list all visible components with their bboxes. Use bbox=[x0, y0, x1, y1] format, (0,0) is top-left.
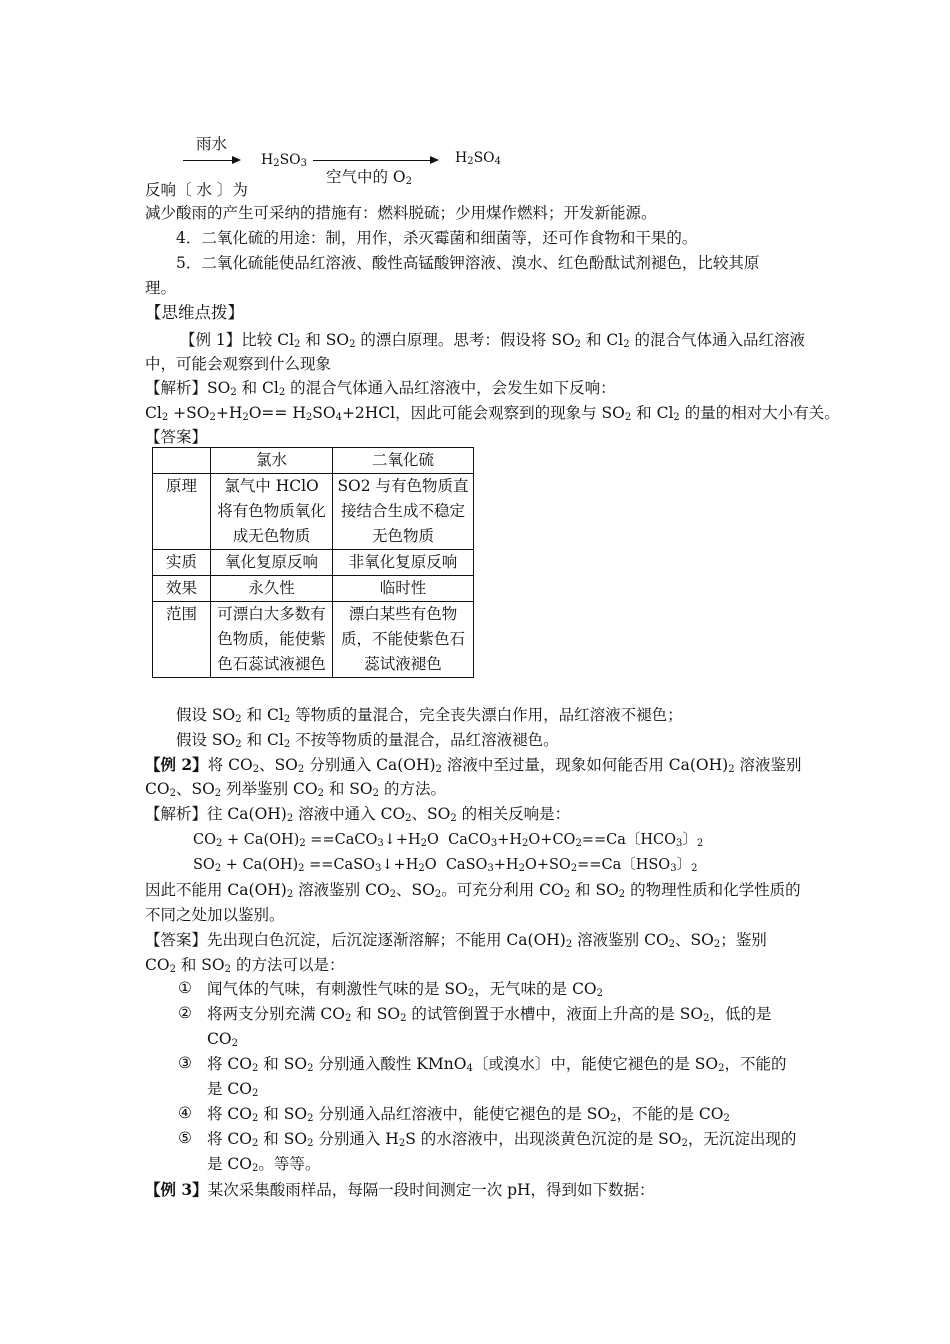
list-item-number: ⑤ bbox=[178, 1129, 192, 1147]
arrow-1-shaft bbox=[183, 160, 233, 161]
section-heading: 【思维点拨】 bbox=[145, 303, 244, 322]
example-1-line-2: 中，可能会观察到什么现象 bbox=[145, 355, 332, 373]
equation-so2: $SO_2 + Ca(OH)_2$ $==CaSO_3↓+H_2O$ $CaSO_3+H_2O+SO_2==Ca$〔$HSO_3$〕$_2$ bbox=[193, 857, 698, 874]
analysis-2-line-2: 因此不能用 $Ca(OH)_2$ 溶液鉴别 $CO_2$、$SO_2$。可充分利用 $CO_2$ 和 $SO_2$ 的物理性质和化学性质的 bbox=[145, 881, 801, 900]
conclusion-1: 假设 $SO_2$ 和 $Cl_2$ 等物质的量混合，完全丧失漂白作用，品红溶液不褪色； bbox=[176, 706, 683, 725]
table-cell: 非氧化复原反响 bbox=[333, 550, 474, 576]
label-rain: 雨水 bbox=[196, 135, 228, 153]
answer-2-line-2: $CO_2$ 和 $SO_2$ 的方法可以是： bbox=[145, 956, 345, 975]
table-cell: 可漂白大多数有色物质，能使紫色石蕊试液褪色 bbox=[211, 602, 333, 678]
list-item: 将 $CO_2$ 和 $SO_2$ 分别通入酸性 KMnO$_4$〔或溴水〕中，能使它褪色的是 $SO_2$，不能的 是 $CO_2$ bbox=[207, 1055, 787, 1099]
table-row bbox=[153, 550, 474, 576]
list-item-number: ② bbox=[178, 1004, 192, 1022]
table-cell: 氯水 bbox=[211, 448, 333, 474]
analysis-2-line-1: 【解析】往 $Ca(OH)_2$ 溶液中通入 $CO_2$、$SO_2$ 的相关反响是： bbox=[145, 805, 571, 824]
text-uses: 4．二氧化硫的用途：制，用作，杀灭霉菌和细菌等，还可作食物和干果的。 bbox=[176, 229, 698, 247]
list-item: 将 $CO_2$ 和 $SO_2$ 分别通入品红溶液中，能使它褪色的是 $SO_2$，不能的是 $CO_2$ bbox=[207, 1105, 730, 1124]
table-cell: SO2 与有色物质直接结合生成不稳定无色物质 bbox=[333, 474, 474, 550]
table-cell: 范围 bbox=[153, 602, 211, 678]
list-item: 闻气体的气味，有刺激性气味的是 $SO_2$，无气味的是 $CO_2$ bbox=[207, 980, 604, 999]
arrow-2-head bbox=[430, 156, 439, 164]
table-cell: 原理 bbox=[153, 474, 211, 550]
example-3-line: 【例 3】某次采集酸雨样品，每隔一段时间测定一次 pH，得到如下数据： bbox=[145, 1180, 655, 1199]
node-h2so3: $H_2SO_3$ bbox=[261, 152, 308, 169]
table-row bbox=[153, 602, 474, 678]
table-cell: 氯气中 HClO 将有色物质氧化成无色物质 bbox=[211, 474, 333, 550]
table-cell: 临时性 bbox=[333, 576, 474, 602]
example-2-line-1: 【例 2】将 $CO_2$、$SO_2$ 分别通入 $Ca(OH)_2$ 溶液中至过量，现象如何能否用 $Ca(OH)_2$ 溶液鉴别 bbox=[145, 755, 802, 775]
analysis-1-line-1: 【解析】$SO_2$ 和 $Cl_2$ 的混合气体通入品红溶液中，会发生如下反响： bbox=[145, 379, 616, 398]
label-o2: 空气中的 $O_2$ bbox=[326, 168, 413, 187]
table-cell: 漂白某些有色物质，不能使紫色石蕊试液褪色 bbox=[333, 602, 474, 678]
list-item-number: ① bbox=[178, 979, 192, 997]
comparison-table bbox=[152, 447, 474, 678]
list-item: 将两支分别充满 $CO_2$ 和 $SO_2$ 的试管倒置于水槽中，液面上升高的是 $SO_2$，低的是 $CO_2$ bbox=[207, 1005, 772, 1049]
table-row bbox=[153, 576, 474, 602]
list-item-number: ④ bbox=[178, 1104, 192, 1122]
table-cell: 氧化复原反响 bbox=[211, 550, 333, 576]
analysis-1-line-2: $Cl_2 +SO_2+H_2O== H_2SO_4+2HCl$，因此可能会观察到的现象与 $SO_2$ 和 $Cl_2$ 的量的相对大小有关。 bbox=[145, 404, 840, 423]
list-item: 将 $CO_2$ 和 $SO_2$ 分别通入 $H_2S$ 的水溶液中，出现淡黄色沉淀的是 $SO_2$，无沉淀出现的 是 $CO_2$。等等。 bbox=[207, 1130, 797, 1174]
analysis-2-line-3: 不同之处加以鉴别。 bbox=[145, 906, 285, 924]
equation-co2: $CO_2 + Ca(OH)_2$ $==CaCO_3↓+H_2O$ $CaCO_3+H_2O+CO_2==Ca$〔$HCO_3$〕$_2$ bbox=[193, 832, 704, 849]
list-item-number: ③ bbox=[178, 1054, 192, 1072]
table-row bbox=[153, 474, 474, 550]
arrow-1-head bbox=[232, 156, 241, 164]
answer-1-label: 【答案】 bbox=[145, 428, 208, 446]
table-header-row bbox=[153, 448, 474, 474]
text-measures: 减少酸雨的产生可采纳的措施有：燃料脱硫；少用煤作燃料；开发新能源。 bbox=[145, 204, 657, 222]
node-h2so4: $H_2SO_4$ bbox=[455, 150, 502, 167]
partial-line: 反响〔 水 〕为 bbox=[145, 181, 248, 199]
text-bleach-2: 理。 bbox=[145, 279, 177, 297]
table-cell: 二氧化硫 bbox=[333, 448, 474, 474]
arrow-2-shaft bbox=[313, 160, 431, 161]
table-cell: 效果 bbox=[153, 576, 211, 602]
answer-2-line-1: 【答案】先出现白色沉淀，后沉淀逐渐溶解；不能用 $Ca(OH)_2$ 溶液鉴别 $CO_2$、$SO_2$；鉴别 bbox=[145, 931, 767, 950]
conclusion-2: 假设 $SO_2$ 和 $Cl_2$ 不按等物质的量混合，品红溶液褪色。 bbox=[176, 731, 559, 750]
example-1-line-1: 【例 1】比较 $Cl_2$ 和 $SO_2$ 的漂白原理。思考：假设将 $SO_2$ 和 $Cl_2$ 的混合气体通入品红溶液 bbox=[180, 331, 806, 350]
table-cell: 实质 bbox=[153, 550, 211, 576]
table-cell bbox=[153, 448, 211, 474]
text-bleach-1: 5．二氧化硫能使品红溶液、酸性高锰酸钾溶液、溴水、红色酚酞试剂褪色，比较其原 bbox=[176, 254, 760, 272]
table-cell: 永久性 bbox=[211, 576, 333, 602]
example-2-line-2: $CO_2$、$SO_2$ 列举鉴别 $CO_2$ 和 $SO_2$ 的方法。 bbox=[145, 780, 446, 799]
